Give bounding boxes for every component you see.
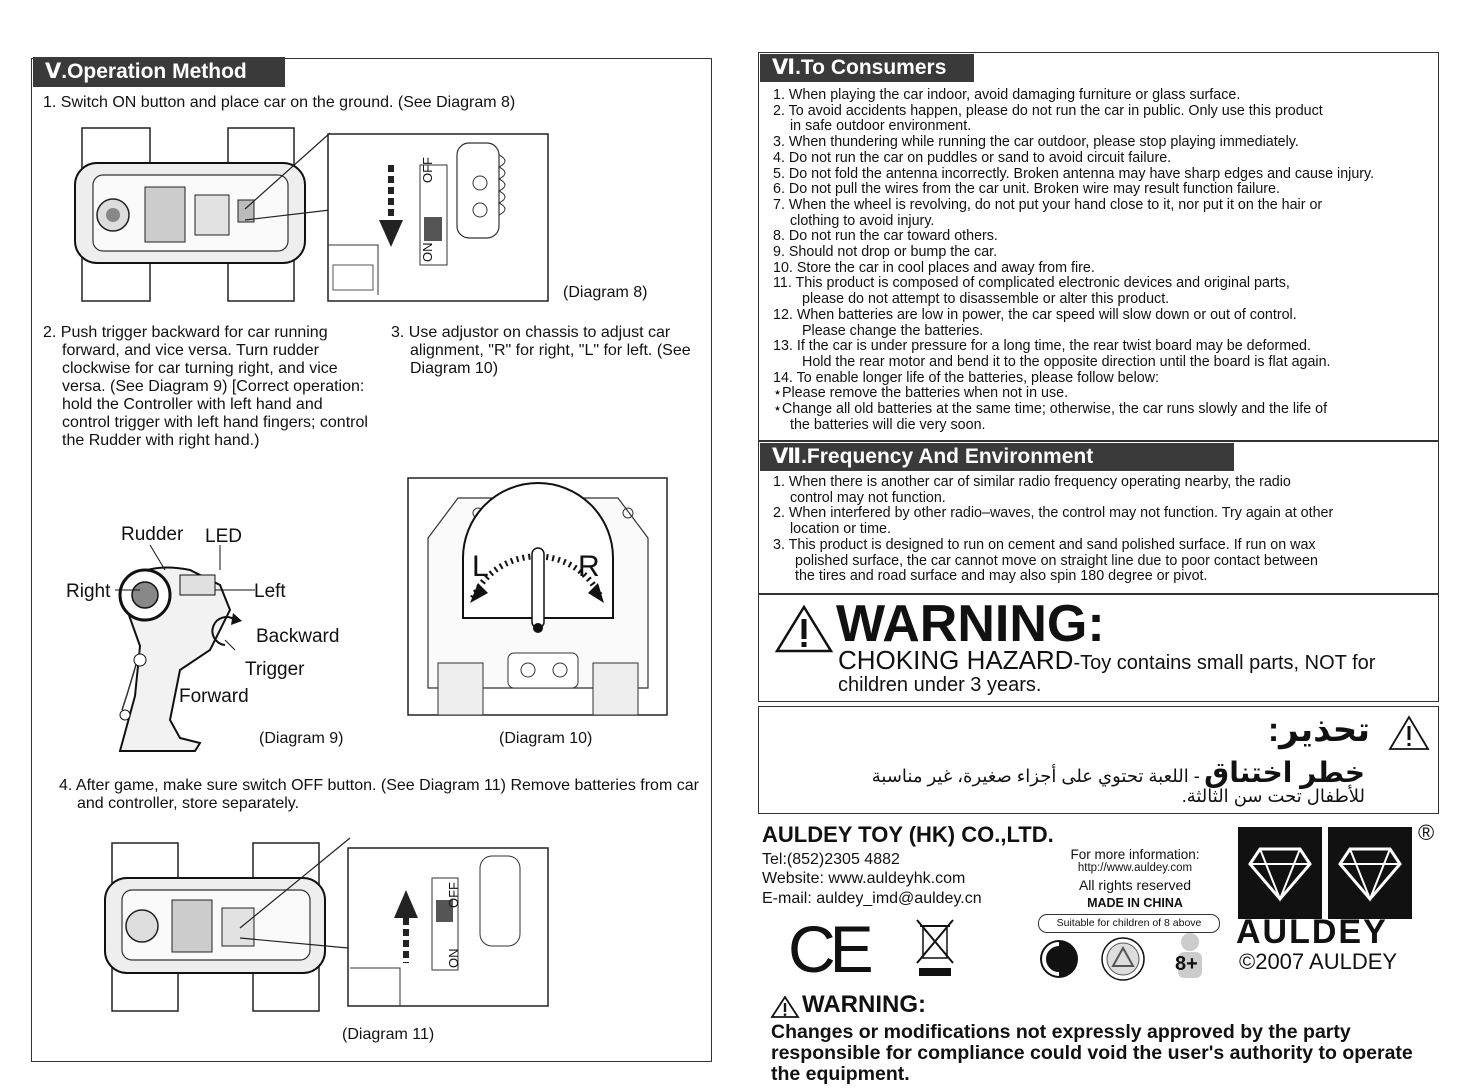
- fcc-warning-title: WARNING:: [802, 991, 926, 1018]
- adjustor-lever: [532, 548, 544, 628]
- diagram-8-caption: (Diagram 8): [563, 284, 648, 301]
- step-1-text: 1. Switch ON button and place car on the ground. (See Diagram 8): [43, 94, 516, 111]
- list-item: the batteries will die very soon.: [790, 416, 986, 433]
- age-badge: Suitable for children of 8 above: [1038, 914, 1220, 933]
- diagram-10-adjustor: [408, 478, 668, 716]
- list-item: 8. Do not run the car toward others.: [773, 228, 998, 245]
- diagram-11: [110, 838, 580, 1018]
- warning-triangle-icon: [771, 995, 799, 1019]
- auldey-logo: [1238, 827, 1412, 921]
- arabic-hazard: خطر اختناق: [1204, 757, 1365, 788]
- label-left: Left: [254, 581, 286, 602]
- list-item: ⋆Please remove the batteries when not in use.: [773, 385, 1069, 402]
- warning-text-1: -Toy contains small parts, NOT for: [1073, 652, 1376, 674]
- arabic-text-1: - اللعبة تحتوي على أجزاء صغيرة، غير مناسبة: [871, 766, 1200, 786]
- switch-on-label-11: ON: [446, 948, 461, 968]
- warning-text-2: children under 3 years.: [838, 674, 1042, 696]
- warning-triangle-icon: [775, 604, 833, 654]
- adjustor-label-l: L: [472, 550, 489, 583]
- list-item: 3. When thundering while running the car outdoor, please stop playing immediately.: [773, 134, 1299, 151]
- switch-on-label: ON: [420, 242, 435, 262]
- list-item: 6. Do not pull the wires from the car unit. Broken wire may result function failure.: [773, 181, 1280, 198]
- company-website: Website: www.auldeyhk.com: [762, 870, 966, 887]
- frequency-header: Ⅶ.Frequency And Environment: [760, 443, 1234, 471]
- diagram-8: [75, 125, 575, 305]
- list-item: 1. When there is another car of similar radio frequency operating nearby, the radio: [773, 474, 1291, 490]
- brand-name: AULDEY: [1236, 913, 1388, 951]
- warning-triangle-icon: [1388, 715, 1430, 751]
- adjustor-label-r: R: [578, 550, 600, 583]
- list-item: 2. When interfered by other radio–waves, the control may not function. Try again at other: [773, 505, 1334, 522]
- diagram-10-caption: (Diagram 10): [499, 730, 593, 747]
- warning-title: WARNING:: [836, 595, 1105, 653]
- label-rudder: Rudder: [121, 524, 184, 545]
- warning-body: [838, 645, 1375, 676]
- list-item: location or time.: [790, 521, 891, 538]
- list-item: polished surface, the car cannot move on straight line due to poor contact between: [795, 552, 1318, 569]
- switch-knob: [424, 217, 442, 241]
- switch-off-label-11: OFF: [446, 882, 461, 908]
- list-item: 9. Should not drop or bump the car.: [773, 244, 998, 261]
- company-name: AULDEY TOY (HK) CO.,LTD.: [762, 822, 1054, 847]
- label-right: Right: [66, 581, 111, 602]
- consumers-list: [773, 88, 1374, 433]
- label-trigger: Trigger: [245, 659, 305, 680]
- list-item: clothing to avoid injury.: [790, 212, 935, 229]
- list-item: control may not function.: [790, 489, 946, 506]
- list-item: 4. Do not run the car on puddles or sand to avoid circuit failure.: [773, 149, 1172, 166]
- switch-off-label: OFF: [420, 157, 435, 183]
- diagram-11-caption: (Diagram 11): [342, 1026, 435, 1043]
- list-item: 1. When playing the car indoor, avoid damaging furniture or glass surface.: [773, 87, 1241, 103]
- list-item: Hold the rear motor and bend it to the opposite direction until the board is flat again.: [802, 353, 1331, 370]
- list-item: 10. Store the car in cool places and away from fire.: [773, 259, 1095, 276]
- company-email: E-mail: auldey_imd@auldey.cn: [762, 890, 982, 907]
- list-item: ⋆Change all old batteries at the same time; otherwise, the car runs slowly and the life of: [773, 401, 1328, 418]
- fcc-warning-text: Changes or modifications not expressly approved by the party responsible for compliance could void the user's authority to operate the equipment.: [771, 1021, 1413, 1085]
- list-item: 5. Do not fold the antenna incorrectly. Broken antenna may have sharp edges and cause injury.: [773, 165, 1375, 182]
- arabic-title: تحذير:: [1267, 711, 1370, 749]
- age-8-plus-label: 8+: [1175, 953, 1198, 975]
- list-item: 3. This product is designed to run on cement and sand polished surface. If run on wax: [773, 536, 1316, 553]
- list-item: in safe outdoor environment.: [790, 118, 972, 135]
- copyright: ©2007 AULDEY: [1239, 949, 1398, 974]
- registered-mark: ®: [1418, 820, 1435, 845]
- frequency-list: [773, 475, 1333, 585]
- arabic-line-1: [780, 756, 1365, 789]
- company-tel: Tel:(852)2305 4882: [762, 851, 900, 868]
- step-3-text: 3. Use adjustor on chassis to adjust car alignment, "R" for right, "L" for left. (See Diagram 10): [391, 324, 691, 377]
- made-in-china: MADE IN CHINA: [1087, 896, 1183, 910]
- weee-bin-icon: [915, 918, 955, 978]
- more-info-label: For more information:: [1070, 847, 1200, 862]
- label-backward: Backward: [256, 626, 340, 647]
- list-item: 13. If the car is under pressure for a long time, the rear twist board may be deformed.: [773, 338, 1311, 355]
- label-led: LED: [205, 526, 242, 547]
- consumers-header: Ⅵ.To Consumers: [760, 54, 974, 82]
- label-leader-lines: [110, 545, 260, 655]
- list-item: the tires and road surface and may also spin 180 degree or pivot.: [795, 568, 1208, 585]
- list-item: please do not attempt to disassemble or alter this product.: [802, 291, 1170, 308]
- list-item: Please change the batteries.: [802, 322, 984, 339]
- list-item: 14. To enable longer life of the batteries, please follow below:: [773, 369, 1160, 386]
- green-dot-icon: [1038, 938, 1080, 980]
- step-2-text: 2. Push trigger backward for car running forward, and vice versa. Turn rudder clockwise for car turning right, and vice versa. (See Diagram 9) [Correct operation: hold the Controller with left hand and control trigger with left hand fingers; control the Rudder with right hand.): [43, 324, 368, 449]
- list-item: 12. When batteries are low in power, the car speed will slow down or out of control.: [773, 306, 1297, 323]
- list-item: 2. To avoid accidents happen, please do not run the car in public. Only use this product: [773, 102, 1323, 119]
- ce-mark-icon: CE: [788, 912, 868, 986]
- more-info-url: http://www.auldey.com: [1077, 862, 1193, 874]
- arabic-line-2: للأطفال تحت سن الثالثة.: [1181, 786, 1365, 806]
- choking-hazard-label: CHOKING HAZARD: [838, 645, 1074, 675]
- rights-reserved: All rights reserved: [1078, 877, 1192, 893]
- label-forward: Forward: [179, 686, 249, 707]
- step-4-text: 4. After game, make sure switch OFF button. (See Diagram 11) Remove batteries from car and controller, store separately.: [59, 777, 699, 812]
- list-item: 7. When the wheel is revolving, do not put your hand close to it, nor put it on the hair or: [773, 196, 1323, 213]
- operation-method-header: Ⅴ.Operation Method: [33, 57, 285, 87]
- diagram-9-caption: (Diagram 9): [259, 730, 344, 747]
- recycle-icon: [1100, 936, 1146, 982]
- list-item: 11. This product is composed of complicated electronic devices and original parts,: [773, 275, 1290, 292]
